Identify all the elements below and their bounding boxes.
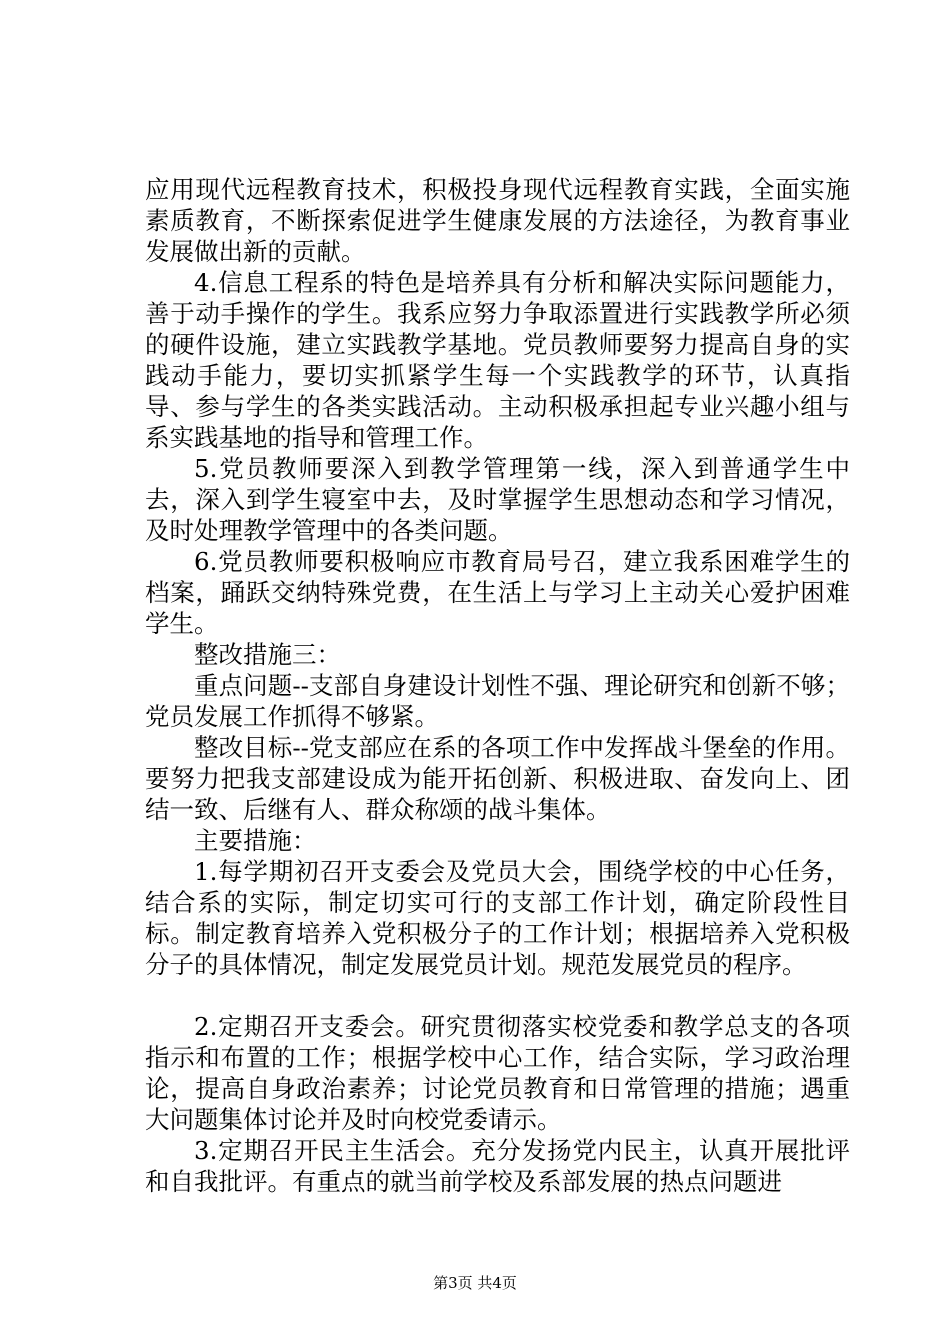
paragraph-measure-2: 2.定期召开支委会。研究贯彻落实校党委和教学总支的各项指示和布置的工作；根据学校中心工作，结合实际，学习政治理论，提高自身政治素养；讨论党员教育和日常管理的措施；遇重大问题集体讨论并及时向校党委请示。 <box>145 1012 850 1134</box>
paragraph-2: 4.信息工程系的特色是培养具有分析和解决实际问题能力，善于动手操作的学生。我系应努力争取添置进行实践教学所必须的硬件设施，建立实践教学基地。党员教师要努力提高自身的实践动手能力，要切实抓紧学生每一个实践教学的环节，认真指导、参与学生的各类实践活动。主动积极承担起专业兴趣小组与系实践基地的指导和管理工作。 <box>145 268 850 452</box>
paragraph-goal: 整改目标--党支部应在系的各项工作中发挥战斗堡垒的作用。要努力把我支部建设成为能开拓创新、积极进取、奋发向上、团结一致、后继有人、群众称颂的战斗集体。 <box>145 733 850 824</box>
paragraph-key-issue: 重点问题--支部自身建设计划性不强、理论研究和创新不够；党员发展工作抓得不够紧。 <box>145 671 850 731</box>
section-heading-main-measures: 主要措施： <box>194 826 317 855</box>
paragraph-measure-1: 1.每学期初召开支委会及党员大会，围绕学校的中心任务，结合系的实际，制定切实可行的支部工作计划，确定阶段性目标。制定教育培养入党积极分子的工作计划；根据培养入党积极分子的具体情况，制定发展党员计划。规范发展党员的程序。 <box>145 857 850 979</box>
paragraph-1: 应用现代远程教育技术，积极投身现代远程教育实践，全面实施素质教育，不断探索促进学生健康发展的方法途径，为教育事业发展做出新的贡献。 <box>145 175 850 266</box>
paragraph-measure-3: 3.定期召开民主生活会。充分发扬党内民主，认真开展批评和自我批评。有重点的就当前学校及系部发展的热点问题进 <box>145 1136 850 1196</box>
paragraph-3: 5.党员教师要深入到教学管理第一线，深入到普通学生中去，深入到学生寝室中去，及时掌握学生思想动态和学习情况，及时处理教学管理中的各类问题。 <box>145 454 850 545</box>
document-body <box>145 174 850 1197</box>
page-footer: 第3页 共4页 <box>433 1274 517 1292</box>
paragraph-4: 6.党员教师要积极响应市教育局号召，建立我系困难学生的档案，踊跃交纳特殊党费，在生活上与学习上主动关心爱护困难学生。 <box>145 547 850 638</box>
section-heading-measure-3: 整改措施三： <box>194 640 341 669</box>
